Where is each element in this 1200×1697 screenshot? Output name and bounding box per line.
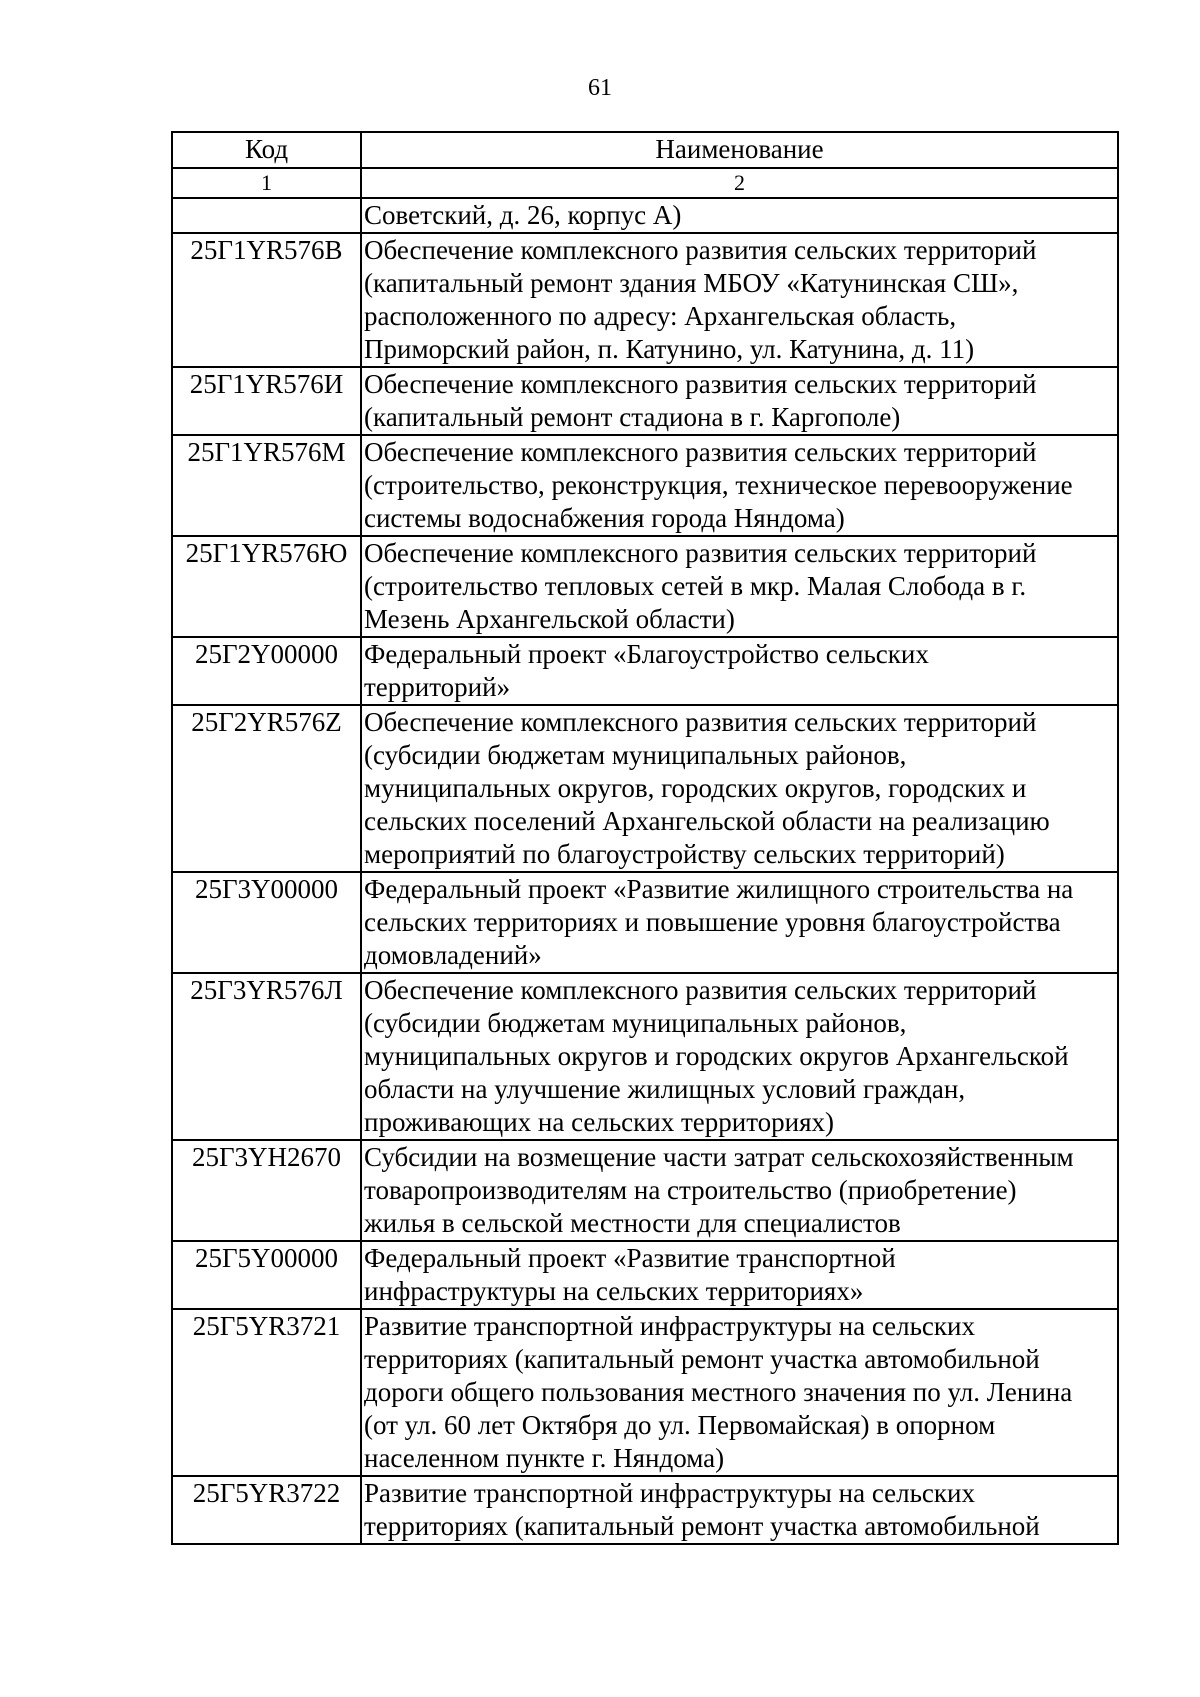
column-number-name: 2 [361,168,1118,198]
row-code: 25Г3YH2670 [172,1140,361,1241]
row-code: 25Г1YR576B [172,233,361,367]
row-name-line: мероприятий по благоустройству сельских территорий) [364,839,1005,869]
row-code: 25Г1YR576И [172,367,361,435]
table-row [172,973,1118,1140]
row-name-line: дороги общего пользования местного значения по ул. Ленина [364,1377,1073,1407]
table-row [172,705,1118,872]
table-row [172,367,1118,435]
row-code [172,198,361,233]
row-name-line: Федеральный проект «Благоустройство сельских [364,639,929,669]
row-name [361,1476,1118,1544]
row-name-line: Обеспечение комплексного развития сельских территорий [364,538,1037,568]
row-code: 25Г2YR576Z [172,705,361,872]
row-name [361,367,1118,435]
row-code: 25Г2Y00000 [172,637,361,705]
row-code: 25Г3Y00000 [172,872,361,973]
row-name-line: Советский, д. 26, корпус А) [364,200,682,230]
row-name [361,198,1118,233]
row-name-line: (строительство тепловых сетей в мкр. Малая Слобода в г. [364,571,1027,601]
row-name [361,705,1118,872]
row-name-line: Мезень Архангельской области) [364,604,735,634]
row-name-line: Развитие транспортной инфраструктуры на сельских [364,1478,975,1508]
row-name-line: (от ул. 60 лет Октября до ул. Первомайская) в опорном [364,1410,996,1440]
row-code: 25Г5YR3721 [172,1309,361,1476]
budget-code-table [171,131,1119,1545]
row-name-line: области на улучшение жилищных условий граждан, [364,1074,966,1104]
row-name-line: муниципальных округов, городских округов, городских и [364,773,1027,803]
row-name-line: территориях (капитальный ремонт участка автомобильной [364,1511,1040,1541]
row-name-line: Субсидии на возмещение части затрат сельскохозяйственным [364,1142,1074,1172]
table-body [172,198,1118,1544]
row-name-line: инфраструктуры на сельских территориях» [364,1276,864,1306]
row-code: 25Г3YR576Л [172,973,361,1140]
row-name-line: Обеспечение комплексного развития сельских территорий [364,235,1037,265]
table-row [172,1309,1118,1476]
row-code: 25Г5YR3722 [172,1476,361,1544]
row-name-line: Обеспечение комплексного развития сельских территорий [364,707,1037,737]
row-name-line: сельских поселений Архангельской области на реализацию [364,806,1050,836]
row-name-line: (субсидии бюджетам муниципальных районов, [364,1008,907,1038]
row-code: 25Г1YR576Ю [172,536,361,637]
row-name-line: системы водоснабжения города Няндома) [364,503,845,533]
table-row [172,872,1118,973]
table-row [172,1241,1118,1309]
row-name [361,435,1118,536]
row-name-line: (капитальный ремонт здания МБОУ «Катунинская СШ», [364,268,1019,298]
row-name [361,536,1118,637]
row-name-line: территориях (капитальный ремонт участка автомобильной [364,1344,1040,1374]
row-name [361,1241,1118,1309]
row-name-line: (капитальный ремонт стадиона в г. Каргополе) [364,402,901,432]
header-code: Код [172,132,361,168]
row-name-line: жилья в сельской местности для специалистов [364,1208,901,1238]
row-name-line: Приморский район, п. Катунино, ул. Катунина, д. 11) [364,334,975,364]
row-name-line: территорий» [364,672,511,702]
column-number-row [172,168,1118,198]
row-name [361,973,1118,1140]
table-row [172,198,1118,233]
row-name-line: расположенного по адресу: Архангельская область, [364,301,957,331]
table-row [172,637,1118,705]
header-row [172,132,1118,168]
table-row [172,1140,1118,1241]
row-name [361,872,1118,973]
row-name [361,1140,1118,1241]
row-name-line: (субсидии бюджетам муниципальных районов, [364,740,907,770]
row-name [361,1309,1118,1476]
row-name-line: Федеральный проект «Развитие транспортной [364,1243,896,1273]
row-name-line: товаропроизводителям на строительство (приобретение) [364,1175,1017,1205]
row-name-line: Обеспечение комплексного развития сельских территорий [364,437,1037,467]
row-name [361,637,1118,705]
row-name-line: (строительство, реконструкция, техническое перевооружение [364,470,1073,500]
table-row [172,536,1118,637]
row-name-line: домовладений» [364,940,542,970]
row-name-line: Развитие транспортной инфраструктуры на сельских [364,1311,975,1341]
table-row [172,233,1118,367]
row-name [361,233,1118,367]
header-name: Наименование [361,132,1118,168]
row-name-line: Обеспечение комплексного развития сельских территорий [364,369,1037,399]
table-row [172,1476,1118,1544]
page-number: 61 [588,75,612,101]
row-code: 25Г1YR576M [172,435,361,536]
table-row [172,435,1118,536]
row-name-line: населенном пункте г. Няндома) [364,1443,725,1473]
row-name-line: Обеспечение комплексного развития сельских территорий [364,975,1037,1005]
row-name-line: Федеральный проект «Развитие жилищного строительства на [364,874,1074,904]
row-name-line: муниципальных округов и городских округов Архангельской [364,1041,1069,1071]
row-name-line: проживающих на сельских территориях) [364,1107,835,1137]
row-name-line: сельских территориях и повышение уровня благоустройства [364,907,1061,937]
column-number-code: 1 [172,168,361,198]
row-code: 25Г5Y00000 [172,1241,361,1309]
